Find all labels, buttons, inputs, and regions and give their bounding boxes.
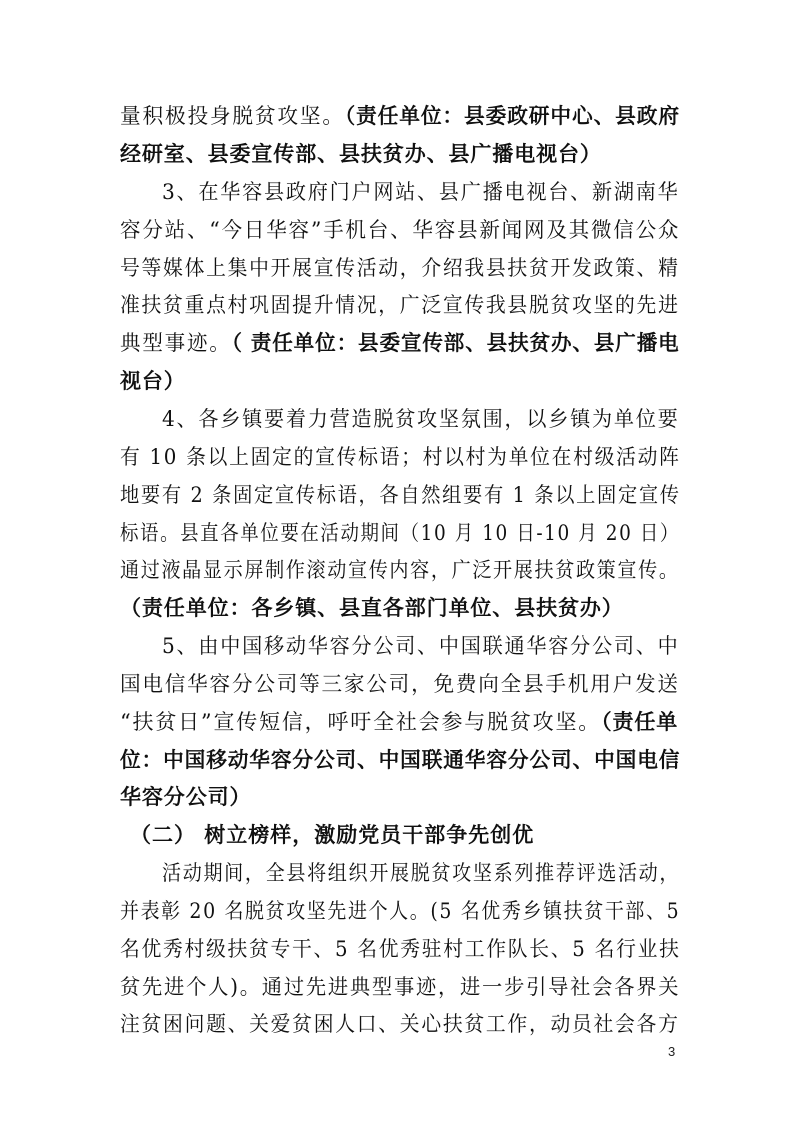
body-text: 活动期间，全县将组织开展脱贫攻坚系列推荐评选活动，: [162, 861, 681, 885]
text-line: [120, 518, 680, 548]
responsibility-note: 位：中国移动华容分公司、中国联通华容分公司、中国电信: [120, 748, 681, 772]
text-line: [120, 1009, 680, 1039]
text-line: [120, 707, 680, 737]
text-line: [120, 215, 681, 245]
page-number: 3: [668, 1044, 676, 1059]
text-line: [162, 631, 680, 661]
body-text: 准扶贫重点村巩固提升情况，广泛宣传我县脱贫攻坚的先进: [120, 293, 680, 317]
body-text: 标语。县直各单位要在活动期间（10 月 10 日-10 月 20 日）: [120, 521, 680, 545]
body-text: 注贫困问题、关爱贫困人口、关心扶贫工作，动员社会各方: [120, 1012, 680, 1036]
text-line: [120, 593, 680, 623]
responsibility-note: 华容分公司）: [120, 785, 252, 809]
responsibility-note: （ 责任单位：县委宣传部、县扶贫办、县广播电: [231, 331, 680, 355]
body-text: 5、由中国移动华容分公司、中国联通华容分公司、中: [162, 634, 680, 658]
text-line: [120, 253, 680, 283]
text-line: [120, 555, 680, 585]
body-text: 量积极投身脱贫攻坚。: [120, 104, 345, 128]
body-text: 地要有 2 条固定宣传标语，各自然组要有 1 条以上固定宣传: [120, 483, 681, 507]
responsibility-note: 经研室、县委宣传部、县扶贫办、县广播电视台）: [120, 142, 602, 166]
responsibility-note: （责任单位：县委政研中心、县政府: [344, 104, 680, 128]
body-text: 通过液晶显示屏制作滚动宣传内容，广泛开展扶贫政策宣传。: [120, 558, 680, 582]
body-text: 4、各乡镇要着力营造脱贫攻坚氛围，以乡镇为单位要: [162, 407, 680, 431]
text-line: [120, 442, 681, 472]
text-line: [120, 328, 680, 358]
text-line: [120, 972, 681, 1002]
body-text: “扶贫日”宣传短信，呼吁全社会参与脱贫攻坚。: [120, 710, 602, 734]
responsibility-note: （责任单: [601, 710, 679, 734]
body-text: 有 10 条以上固定的宣传标语；村以村为单位在村级活动阵: [120, 445, 681, 469]
body-text: 容分站、“今日华容”手机台、华容县新闻网及其微信公众: [120, 218, 681, 242]
text-line: [162, 404, 680, 434]
text-line: [120, 745, 681, 775]
text-line: [120, 101, 680, 131]
responsibility-note: （责任单位：各乡镇、县直各部门单位、县扶贫办）: [120, 596, 624, 620]
text-line: [120, 934, 681, 964]
text-line: [120, 139, 680, 169]
text-line: [120, 366, 680, 396]
body-text: 国电信华容分公司等三家公司，免费向全县手机用户发送: [120, 672, 680, 696]
text-line: [120, 480, 681, 510]
text-line: [120, 782, 680, 812]
body-text: 并表彰 20 名脱贫攻坚先进个人。(5 名优秀乡镇扶贫干部、5: [120, 899, 681, 923]
text-line: [162, 858, 681, 888]
body-text: 典型事迹。: [120, 331, 232, 355]
text-line: [120, 669, 680, 699]
body-text: 号等媒体上集中开展宣传活动，介绍我县扶贫开发政策、精: [120, 256, 680, 280]
body-text: 3、在华容县政府门户网站、县广播电视台、新湖南华: [162, 180, 680, 204]
responsibility-note: 视台）: [120, 369, 186, 393]
section-heading: （二） 树立榜样，激励党员干部争先创优: [130, 823, 535, 847]
body-text: 贫先进个人)。通过先进典型事迹，进一步引导社会各界关: [120, 975, 681, 999]
text-line: [162, 177, 680, 207]
text-line: [120, 290, 680, 320]
body-text: 名优秀村级扶贫专干、5 名优秀驻村工作队长、5 名行业扶: [120, 937, 681, 961]
text-line: [120, 896, 681, 926]
